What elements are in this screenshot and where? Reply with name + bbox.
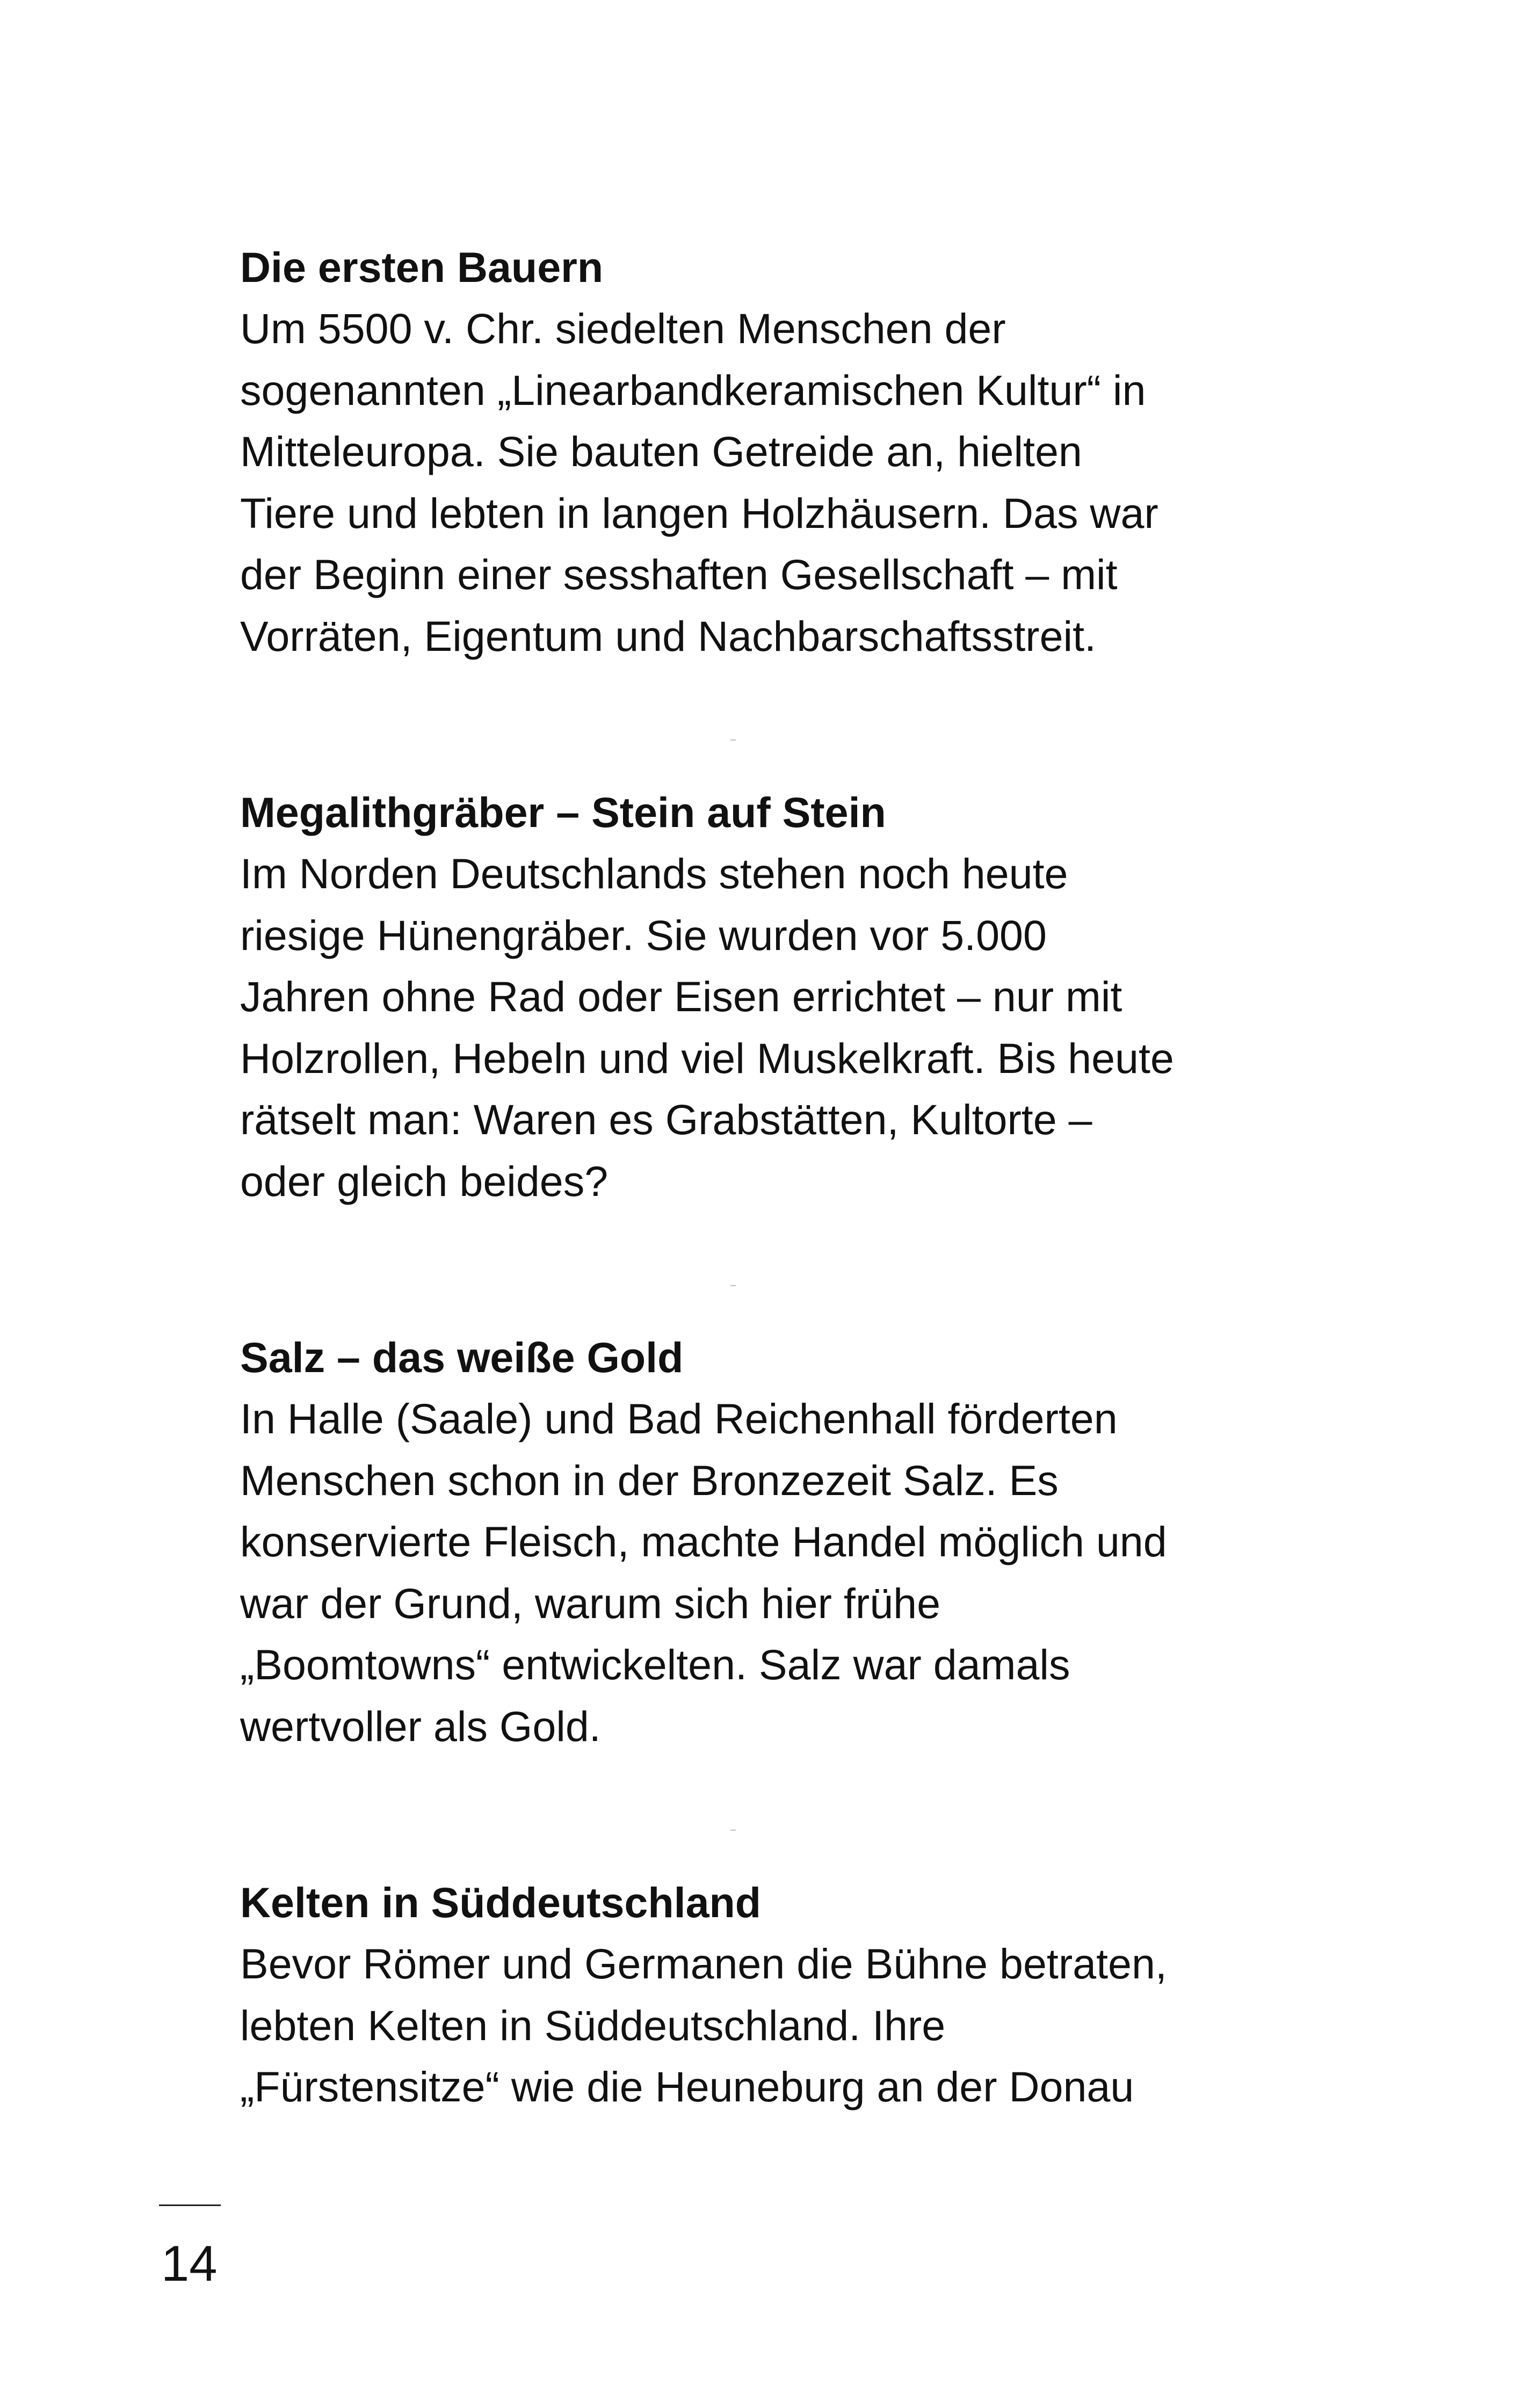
paragraph-line: oder gleich beides? xyxy=(240,1157,609,1205)
section-heading: Die ersten Bauern xyxy=(240,243,604,291)
section-kelten xyxy=(240,1872,1287,2118)
section-die-ersten-bauern xyxy=(240,237,1287,667)
section-salz xyxy=(240,1327,1287,1757)
paragraph-line: Vorräten, Eigentum und Nachbarschaftsstreit. xyxy=(240,612,1097,660)
paragraph-line: Jahren ohne Rad oder Eisen errichtet – nur mit xyxy=(240,973,1122,1020)
paragraph-line: war der Grund, warum sich hier frühe xyxy=(240,1579,941,1627)
section-divider xyxy=(730,1285,736,1286)
section-divider xyxy=(730,739,736,741)
paragraph-line: Menschen schon in der Bronzezeit Salz. Es xyxy=(240,1456,1059,1504)
paragraph-line: Bevor Römer und Germanen die Bühne betraten, xyxy=(240,1940,1167,1988)
footer-rule xyxy=(159,2204,221,2206)
section-megalithgraeber xyxy=(240,782,1287,1212)
page-number: 14 xyxy=(161,2235,218,2291)
paragraph-line: konservierte Fleisch, machte Handel möglich und xyxy=(240,1518,1167,1565)
paragraph-line: Tiere und lebten in langen Holzhäusern. Das war xyxy=(240,489,1158,537)
section-heading: Megalithgräber – Stein auf Stein xyxy=(240,788,886,836)
paragraph-line: „Fürstensitze“ wie die Heuneburg an der Donau xyxy=(240,2063,1134,2110)
paragraph-line: Holzrollen, Hebeln und viel Muskelkraft. Bis heute xyxy=(240,1034,1174,1082)
paragraph-line: Mitteleuropa. Sie bauten Getreide an, hielten xyxy=(240,427,1082,475)
section-divider xyxy=(730,1830,736,1831)
paragraph-line: „Boomtowns“ entwickelten. Salz war damals xyxy=(240,1641,1070,1688)
paragraph-line: sogenannten „Linearbandkeramischen Kultur“ in xyxy=(240,366,1146,414)
paragraph-line: wertvoller als Gold. xyxy=(240,1702,601,1750)
paragraph-line: rätselt man: Waren es Grabstätten, Kultorte – xyxy=(240,1096,1092,1143)
paragraph-line: der Beginn einer sesshaften Gesellschaft – mit xyxy=(240,550,1118,598)
paragraph-line: In Halle (Saale) und Bad Reichenhall förderten xyxy=(240,1395,1118,1442)
section-heading: Kelten in Süddeutschland xyxy=(240,1878,762,1926)
paragraph-line: Im Norden Deutschlands stehen noch heute xyxy=(240,850,1068,897)
section-heading: Salz – das weiße Gold xyxy=(240,1333,684,1381)
paragraph-line: lebten Kelten in Süddeutschland. Ihre xyxy=(240,2001,946,2049)
paragraph-line: riesige Hünengräber. Sie wurden vor 5.000 xyxy=(240,911,1047,959)
paragraph-line: Um 5500 v. Chr. siedelten Menschen der xyxy=(240,304,1006,352)
